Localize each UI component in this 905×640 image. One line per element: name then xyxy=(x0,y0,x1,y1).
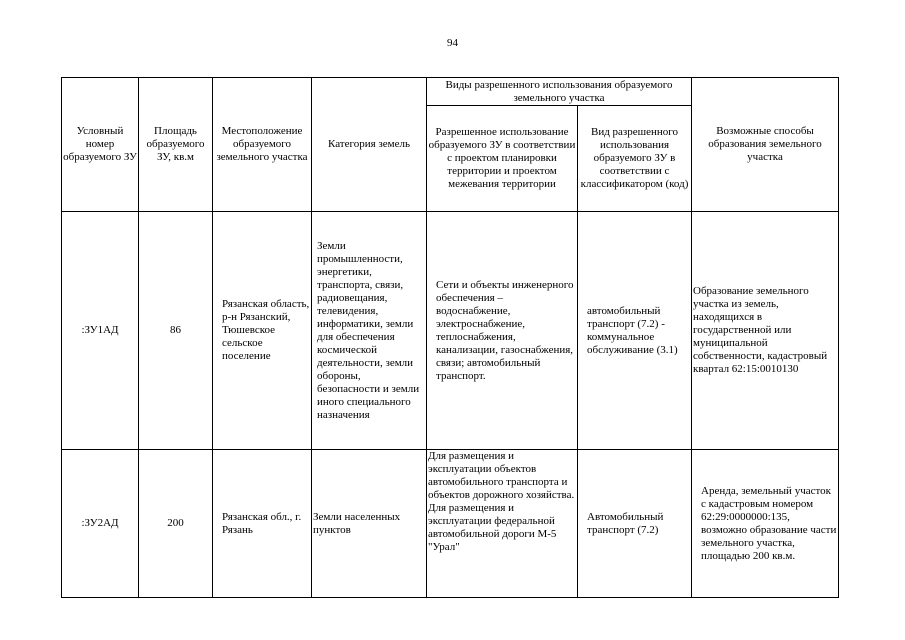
land-plot-table xyxy=(61,77,839,598)
header-location: Местоположение образуемого земельного участка xyxy=(213,78,312,212)
header-formation: Возможные способы образования земельного участка xyxy=(692,78,839,212)
header-row-1 xyxy=(62,78,839,106)
plot-classifier-code: автомобильный транспорт (7.2) - коммунальное обслуживание (3.1) xyxy=(578,212,692,450)
plot-area: 200 xyxy=(139,450,213,598)
page-number: 94 xyxy=(447,37,458,49)
plot-area: 86 xyxy=(139,212,213,450)
plot-category: Земли промышленности, энергетики, транспорта, связи, радиовещания, телевидения, информатики, земли для обеспечения космической деятельности, земли обороны, безопасности и земли иного специального назначения xyxy=(312,212,427,450)
plot-location: Рязанская область, р-н Рязанский, Тюшевское сельское поселение xyxy=(213,212,312,450)
plot-number: :ЗУ1АД xyxy=(62,212,139,450)
header-area: Площадь образуемого ЗУ, кв.м xyxy=(139,78,213,212)
plot-formation: Аренда, земельный участок с кадастровым номером 62:29:0000000:135, возможно образование части земельного участка, площадью 200 кв.м. xyxy=(692,450,839,598)
header-permitted-use-group: Виды разрешенного использования образуемого земельного участка xyxy=(427,78,692,106)
header-number: Условный номер образуемого ЗУ xyxy=(62,78,139,212)
table-row xyxy=(62,212,839,450)
plot-classifier-code: Автомобильный транспорт (7.2) xyxy=(578,450,692,598)
plot-permitted-use: Сети и объекты инженерного обеспечения – водоснабжение, электроснабжение, теплоснабжения, канализации, газоснабжения, связи; автомобильный транспорт. xyxy=(427,212,578,450)
plot-formation: Образование земельного участка из земель, находящихся в государственной или муниципальной собственности, кадастровый квартал 62:15:0010130 xyxy=(692,212,839,450)
plot-number: :ЗУ2АД xyxy=(62,450,139,598)
header-classifier-code: Вид разрешенного использования образуемого ЗУ в соответствии с классификатором (код) xyxy=(578,106,692,212)
plot-permitted-use: Для размещения и эксплуатации объектов автомобильного транспорта и объектов дорожного хозяйства. Для размещения и эксплуатации федеральной автомобильной дороги М-5 "Урал" xyxy=(427,450,578,598)
plot-category: Земли населенных пунктов xyxy=(312,450,427,598)
header-category: Категория земель xyxy=(312,78,427,212)
plot-location: Рязанская обл., г. Рязань xyxy=(213,450,312,598)
header-permitted-use: Разрешенное использование образуемого ЗУ в соответствии с проектом планировки территории и проектом межевания территории xyxy=(427,106,578,212)
table-row xyxy=(62,450,839,598)
